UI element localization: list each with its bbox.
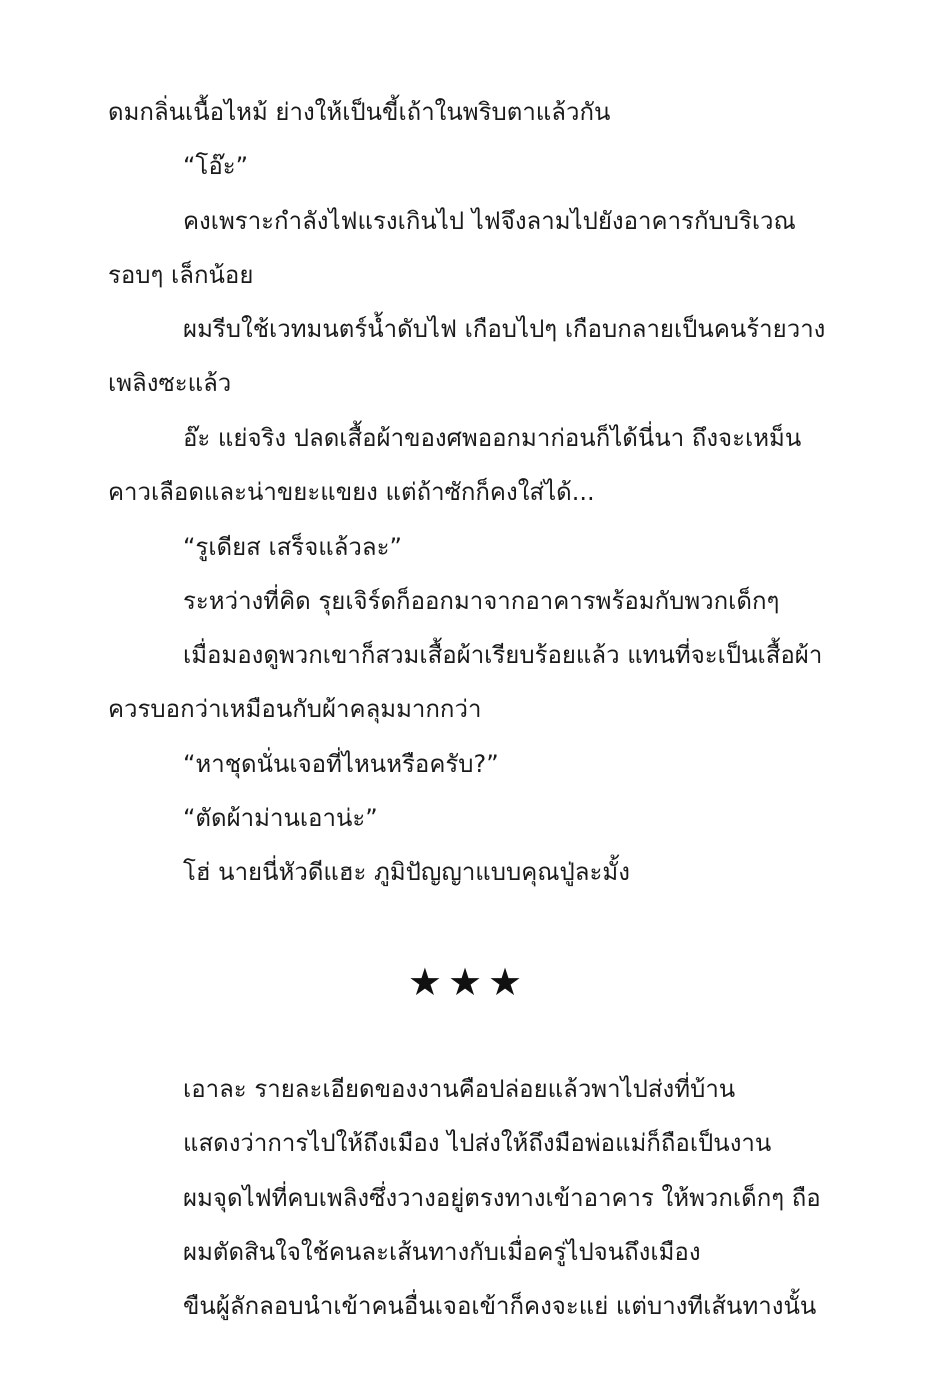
paragraph-line: ผมจุดไฟที่คบเพลิงซึ่งวางอยู่ตรงทางเข้าอาคาร ให้พวกเด็กๆ ถือ bbox=[183, 1184, 821, 1212]
paragraph-line: ขืนผู้ลักลอบนำเข้าคนอื่นเจอเข้าก็คงจะแย่ แต่บางทีเส้นทางนั้น bbox=[183, 1292, 817, 1320]
paragraph-line: แสดงว่าการไปให้ถึงเมือง ไปส่งให้ถึงมือพ่อแม่ก็ถือเป็นงาน bbox=[183, 1129, 772, 1157]
paragraph-line: คาวเลือดและน่าขยะแขยง แต่ถ้าซักก็คงใส่ได้... bbox=[108, 478, 595, 506]
paragraph-line: ดมกลิ่นเนื้อไหม้ ย่างให้เป็นขี้เถ้าในพริบตาแล้วกัน bbox=[108, 98, 611, 126]
dialogue-line: “ตัดผ้าม่านเอาน่ะ” bbox=[183, 804, 378, 832]
paragraph-line: ผมรีบใช้เวทมนตร์น้ำดับไฟ เกือบไปๆ เกือบกลายเป็นคนร้ายวาง bbox=[183, 315, 826, 343]
dialogue-line: “รูเดียส เสร็จแล้วละ” bbox=[183, 533, 402, 561]
dialogue-line: “หาชุดนั่นเจอที่ไหนหรือครับ?” bbox=[183, 750, 499, 778]
paragraph-line: รอบๆ เล็กน้อย bbox=[108, 261, 254, 289]
paragraph-line: เพลิงซะแล้ว bbox=[108, 369, 232, 397]
paragraph-line: เมื่อมองดูพวกเขาก็สวมเสื้อผ้าเรียบร้อยแล้ว แทนที่จะเป็นเสื้อผ้า bbox=[183, 641, 823, 669]
paragraph-line: ควรบอกว่าเหมือนกับผ้าคลุมมากกว่า bbox=[108, 695, 482, 723]
paragraph-line: โฮ่ นายนี่หัวดีแฮะ ภูมิปัญญาแบบคุณปู่ละมั้ง bbox=[183, 858, 630, 886]
paragraph-line: คงเพราะกำลังไฟแรงเกินไป ไฟจึงลามไปยังอาคารกับบริเวณ bbox=[183, 207, 796, 235]
dialogue-line: “โอ๊ะ” bbox=[183, 152, 249, 180]
paragraph-line: ผมตัดสินใจใช้คนละเส้นทางกับเมื่อครู่ไปจนถึงเมือง bbox=[183, 1238, 701, 1266]
scene-separator: ★★★ bbox=[407, 960, 529, 1004]
paragraph-line: อ๊ะ แย่จริง ปลดเสื้อผ้าของศพออกมาก่อนก็ได้นี่นา ถึงจะเหม็น bbox=[183, 424, 802, 452]
paragraph-line: ระหว่างที่คิด รุยเจิร์ดก็ออกมาจากอาคารพร้อมกับพวกเด็กๆ bbox=[183, 587, 780, 615]
paragraph-line: เอาละ รายละเอียดของงานคือปล่อยแล้วพาไปส่งที่บ้าน bbox=[183, 1075, 736, 1103]
